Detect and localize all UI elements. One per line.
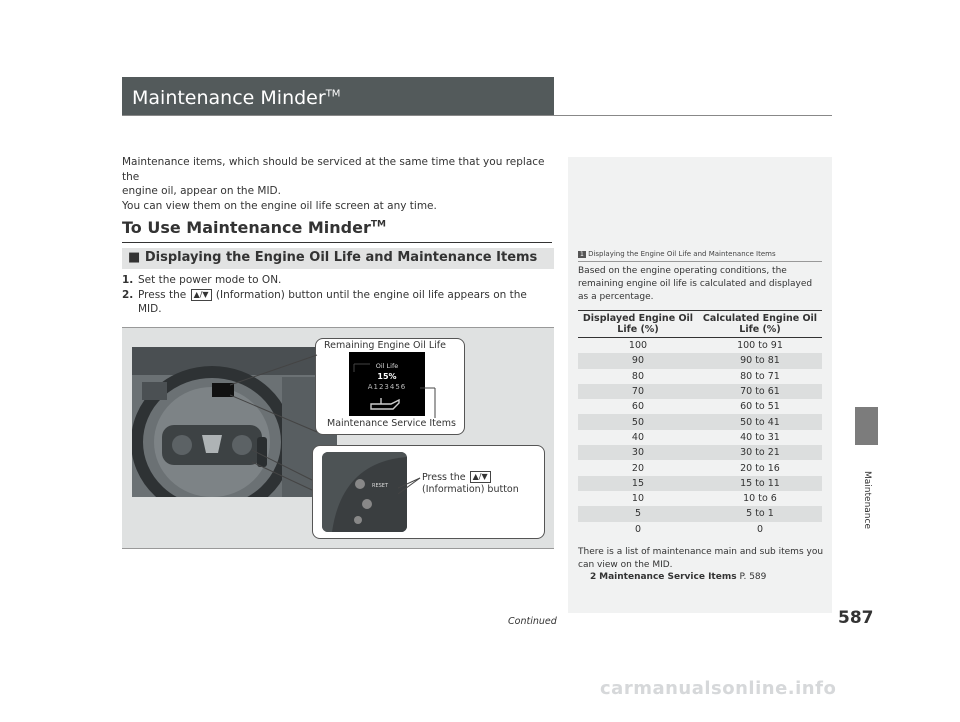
table-row: 60 60 to 51 <box>631 401 780 413</box>
table-row: 80 80 to 71 <box>631 370 780 382</box>
table-row: 30 30 to 21 <box>578 445 822 460</box>
screen-title: Oil Life <box>375 362 399 370</box>
subheading: ■ Displaying the Engine Oil Life and Maintenance Items <box>128 250 538 265</box>
table-row: 70 70 to 61 <box>578 384 822 399</box>
sidebar-heading: 1 Displaying the Engine Oil Life and Maintenance Items <box>580 250 776 258</box>
page-number: 587 <box>838 608 874 628</box>
callout-oil-life-label: Remaining Engine Oil Life <box>324 340 446 351</box>
table-row: 20 20 to 16 <box>631 462 780 474</box>
section-tab <box>855 407 878 445</box>
section-tab-label: Maintenance <box>861 471 872 529</box>
table-row: 90 90 to 81 <box>578 353 822 368</box>
title-rule <box>122 115 832 116</box>
table-row: 15 15 to 11 <box>578 476 822 491</box>
screen-percentage: 15% <box>377 372 397 381</box>
table-row: 10 10 to 6 <box>631 493 777 505</box>
info-button-icon: ▲/▼ <box>191 289 212 301</box>
watermark: carmanualsonline.info <box>600 678 837 699</box>
sidebar-paragraph-2: There is a list of maintenance main and sub items you can view on the MID. <box>578 547 824 570</box>
info-button-icon: ▲/▼ <box>470 471 491 483</box>
step-1: 1. Set the power mode to ON. <box>122 274 282 286</box>
table-row: 50 50 to 41 <box>578 414 822 429</box>
press-leader <box>398 470 428 500</box>
steering-switch-illustration <box>322 452 407 532</box>
sidebar-paragraph: Based on the engine operating conditions, the remaining engine oil life is calculated and displayed as a percentage. <box>578 266 813 302</box>
page-title: Maintenance Minder™ <box>132 87 341 109</box>
screen-maintenance-codes: A123456 <box>367 383 407 391</box>
section-heading: To Use Maintenance Minder™ <box>122 218 386 237</box>
intro-paragraph: Maintenance items, which should be serviced at the same time that you replace the engine oil, appear on the MID. You can view them on the engine oil life screen at any time. <box>122 156 545 212</box>
table-row: 5 5 to 1 <box>578 506 822 521</box>
note-marker-icon: 1 <box>580 251 584 258</box>
svg-text:RESET: RESET <box>372 483 389 489</box>
section-heading-rule <box>122 242 552 243</box>
step-2: 2. Press the ▲/▼ (Information) button until the engine oil life appears on the MID. <box>122 288 527 315</box>
table-row: 0 0 <box>634 523 763 535</box>
reference-arrow-icon: 2 <box>590 572 597 582</box>
steps-list <box>122 273 552 317</box>
cross-reference-link[interactable]: 2 Maintenance Service Items P. 589 <box>590 572 767 582</box>
table-row: 40 40 to 31 <box>631 431 780 443</box>
table-header: Calculated Engine Oil Life (%) <box>698 311 822 338</box>
oil-life-table <box>578 310 822 537</box>
continued-label: Continued <box>508 616 557 627</box>
press-info-button-label: Press the ▲/▼ (Information) button <box>422 472 519 495</box>
table-row: 100 100 to 91 <box>628 340 783 352</box>
callout-maintenance-items-label: Maintenance Service Items <box>327 418 456 429</box>
table-header: Displayed Engine Oil Life (%) <box>578 311 698 338</box>
sidebar-rule <box>578 261 822 262</box>
